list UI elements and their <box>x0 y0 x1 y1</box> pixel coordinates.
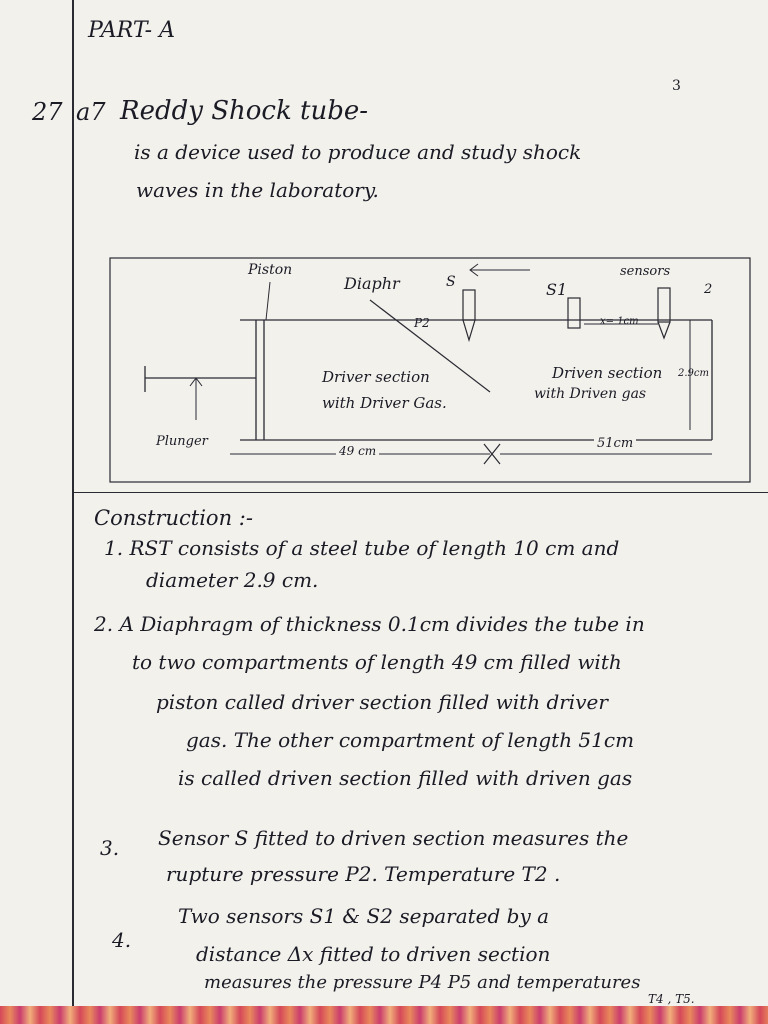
page-number: 3 <box>672 78 681 94</box>
label-diameter: 2.9cm <box>678 368 709 379</box>
label-diaphr: Diaphr <box>344 274 400 293</box>
intro-line-1: is a device used to produce and study shock <box>134 140 582 164</box>
intro-line-2: waves in the laboratory. <box>136 178 379 202</box>
point-2-line-5: is called driven section filled with driven gas <box>178 766 633 790</box>
point-4-line-3: measures the pressure P4 P5 and temperatures <box>204 972 641 993</box>
label-driver-1: Driver section <box>322 368 430 386</box>
point-3-number: 3. <box>100 836 120 860</box>
point-1-line-2: diameter 2.9 cm. <box>146 568 319 592</box>
label-s: S <box>446 274 456 290</box>
label-driven-1: Driven section <box>552 364 663 382</box>
point-2-line-3: piston called driver section filled with driver <box>156 690 608 714</box>
point-4-line-1: Two sensors S1 & S2 separated by a <box>178 904 550 928</box>
part-title: PART- A <box>88 18 176 43</box>
section-divider <box>72 492 768 493</box>
point-2-line-1: 2. A Diaphragm of thickness 0.1cm divides the tube in <box>94 612 645 636</box>
label-s2: 2 <box>704 282 713 297</box>
question-number: 27 <box>32 98 63 126</box>
fabric-background <box>0 1006 768 1024</box>
point-1-line-1: 1. RST consists of a steel tube of length 10 cm and <box>104 536 620 560</box>
construction-heading: Construction :- <box>94 506 253 530</box>
point-4-line-2: distance Δx fitted to driven section <box>196 942 551 966</box>
point-2-line-4: gas. The other compartment of length 51cm <box>186 728 635 752</box>
point-3-line-1: Sensor S fitted to driven section measures the <box>158 826 629 850</box>
point-4-line-4: T4 , T5. <box>648 992 695 1006</box>
heading: Reddy Shock tube- <box>120 96 369 126</box>
label-driven-2: with Driven gas <box>534 386 647 402</box>
label-dx: x= 1cm <box>600 316 639 327</box>
label-length-2: 51cm <box>594 436 636 451</box>
label-p2: P2 <box>414 316 430 330</box>
sub-question: a7 <box>76 98 106 126</box>
label-plunger: Plunger <box>156 434 208 449</box>
point-4-number: 4. <box>112 928 132 952</box>
label-piston: Piston <box>248 262 293 278</box>
point-2-line-2: to two compartments of length 49 cm filled with <box>132 650 622 674</box>
label-sensors: sensors <box>620 264 671 279</box>
label-length-1: 49 cm <box>336 444 379 458</box>
point-3-line-2: rupture pressure P2. Temperature T2 . <box>166 862 561 886</box>
shock-tube-diagram <box>0 0 768 500</box>
label-driver-2: with Driver Gas. <box>322 394 447 412</box>
label-s1: S1 <box>546 280 568 299</box>
